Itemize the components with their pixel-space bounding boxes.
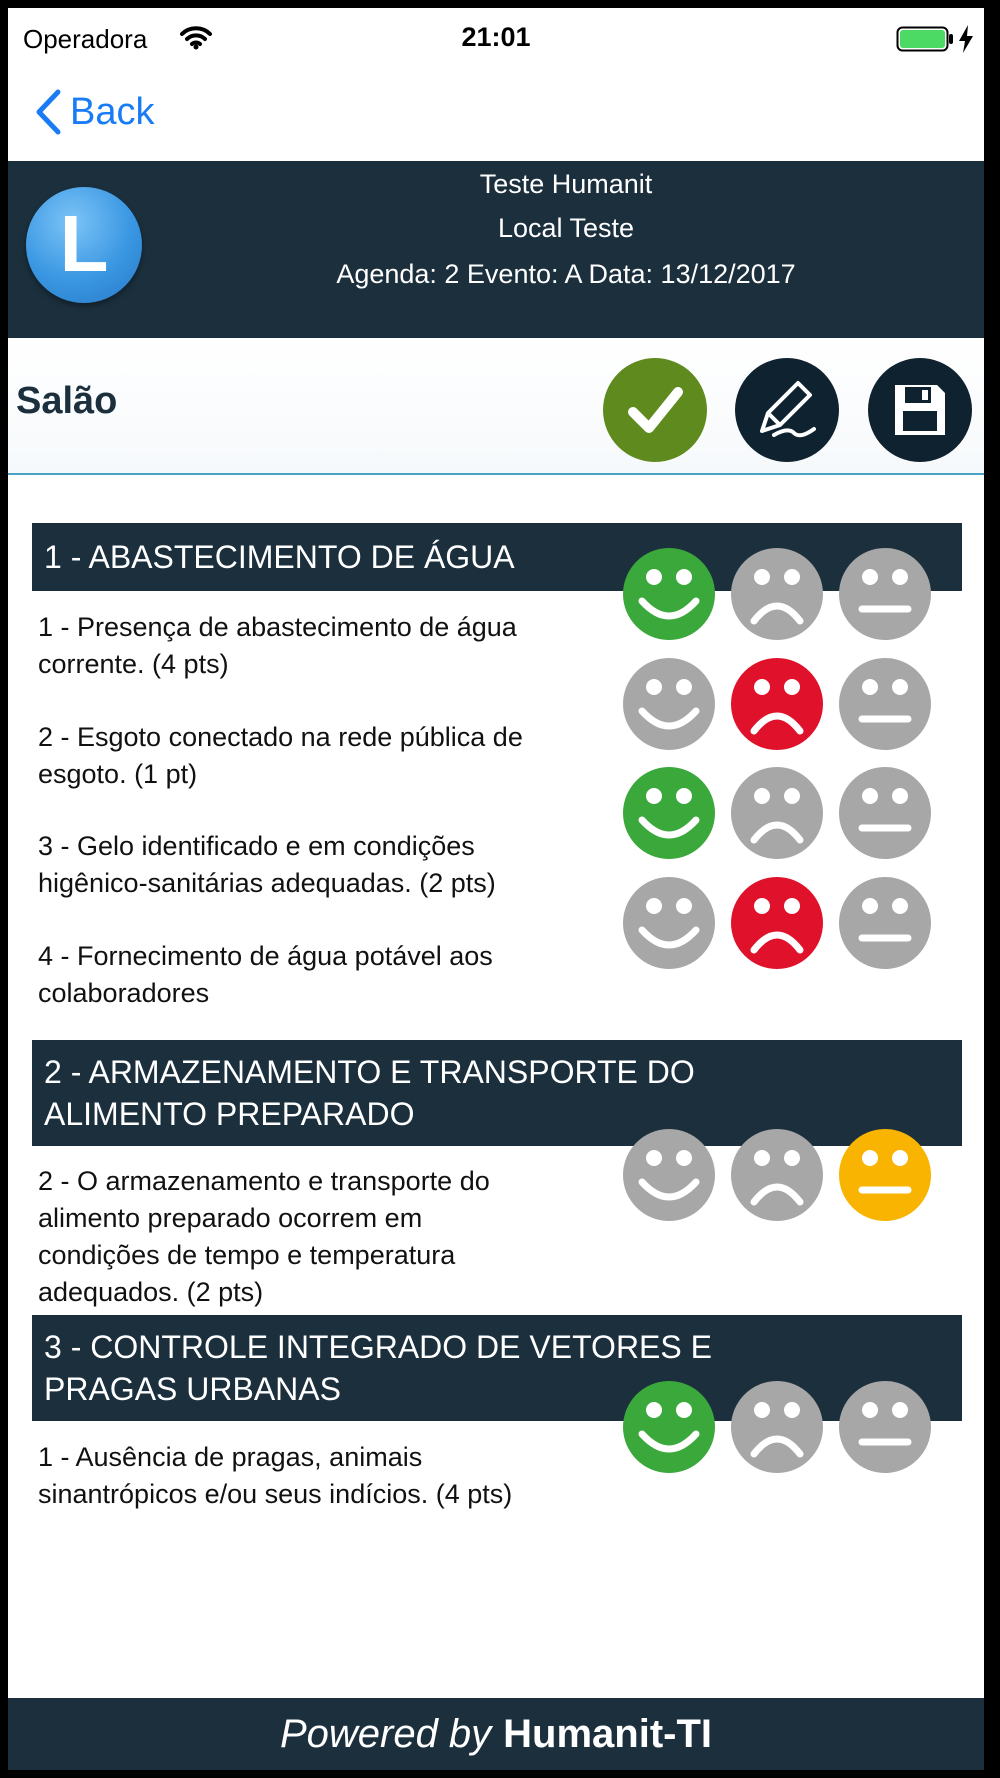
chevron-left-icon — [34, 88, 62, 136]
question-line: esgoto. (1 pt) — [38, 759, 198, 789]
question-text — [38, 1439, 618, 1513]
happy-face-icon[interactable] — [622, 547, 716, 641]
question-line: colaboradores — [38, 978, 210, 1008]
question-text — [38, 828, 618, 902]
confirm-button[interactable] — [603, 358, 707, 462]
question-line: 2 - Esgoto conectado na rede pública de — [38, 722, 523, 752]
back-button[interactable] — [34, 88, 154, 136]
device-screen — [8, 8, 984, 1770]
logo-letter: L — [59, 199, 109, 288]
category-title-line: PRAGAS URBANAS — [44, 1371, 341, 1407]
sad-face-icon[interactable] — [730, 1128, 824, 1222]
question-line: 2 - O armazenamento e transporte do — [38, 1166, 490, 1196]
brand-name: Humanit-TI — [503, 1711, 713, 1756]
category-title-line: 1 - ABASTECIMENTO DE ÁGUA — [44, 539, 515, 575]
question-line: alimento preparado ocorrem em — [38, 1203, 423, 1233]
section-toolbar — [8, 338, 984, 475]
category-title-line: ALIMENTO PREPARADO — [44, 1096, 415, 1132]
sad-face-icon[interactable] — [730, 547, 824, 641]
footer-banner — [8, 1698, 984, 1770]
happy-face-icon[interactable] — [622, 657, 716, 751]
signature-button[interactable] — [735, 358, 839, 462]
sad-face-icon[interactable] — [730, 657, 824, 751]
signature-pen-icon — [754, 377, 820, 443]
question-line: adequados. (2 pts) — [38, 1277, 264, 1307]
question-text — [38, 609, 618, 683]
question-line: higênico-sanitárias adequadas. (2 pts) — [38, 868, 496, 898]
question-text — [38, 938, 618, 1012]
happy-face-icon[interactable] — [622, 1380, 716, 1474]
neutral-face-icon[interactable] — [838, 876, 932, 970]
carrier-label: Operadora — [23, 24, 148, 54]
header-location: Local Teste — [497, 213, 635, 243]
neutral-face-icon[interactable] — [838, 766, 932, 860]
save-button[interactable] — [868, 358, 972, 462]
neutral-face-icon[interactable] — [838, 657, 932, 751]
neutral-face-icon[interactable] — [838, 1380, 932, 1474]
question-line: 3 - Gelo identificado e em condições — [38, 831, 475, 861]
charging-icon — [958, 25, 974, 53]
back-label: Back — [70, 90, 155, 133]
question-line: sinantrópicos e/ou seus indícios. (4 pts) — [38, 1479, 513, 1509]
question-text — [38, 1163, 618, 1311]
navigation-bar — [8, 58, 984, 168]
floppy-disk-icon — [891, 381, 949, 439]
checkmark-icon — [623, 378, 687, 442]
happy-face-icon[interactable] — [622, 766, 716, 860]
question-line: 1 - Ausência de pragas, animais — [38, 1442, 423, 1472]
neutral-face-icon[interactable] — [838, 547, 932, 641]
powered-by-label: Powered by — [279, 1711, 492, 1756]
section-title: Salão — [16, 380, 118, 422]
sad-face-icon[interactable] — [730, 766, 824, 860]
clock: 21:01 — [461, 22, 531, 52]
status-bar — [8, 8, 984, 58]
happy-face-icon[interactable] — [622, 876, 716, 970]
header-company: Teste Humanit — [479, 169, 653, 199]
sad-face-icon[interactable] — [730, 876, 824, 970]
category-title-line: 2 - ARMAZENAMENTO E TRANSPORTE DO — [44, 1054, 695, 1090]
question-line: corrente. (4 pts) — [38, 649, 229, 679]
header-agenda-info: Agenda: 2 Evento: A Data: 13/12/2017 — [336, 259, 796, 289]
app-logo — [26, 187, 142, 303]
category-title-line: 3 - CONTROLE INTEGRADO DE VETORES E — [44, 1329, 712, 1365]
question-line: condições de tempo e temperatura — [38, 1240, 456, 1270]
checklist[interactable] — [8, 475, 984, 1668]
battery-icon — [896, 26, 954, 52]
question-text — [38, 719, 618, 793]
question-line: 1 - Presença de abastecimento de água — [38, 612, 517, 642]
sad-face-icon[interactable] — [730, 1380, 824, 1474]
neutral-face-icon[interactable] — [838, 1128, 932, 1222]
happy-face-icon[interactable] — [622, 1128, 716, 1222]
event-header — [8, 161, 984, 338]
question-line: 4 - Fornecimento de água potável aos — [38, 941, 493, 971]
